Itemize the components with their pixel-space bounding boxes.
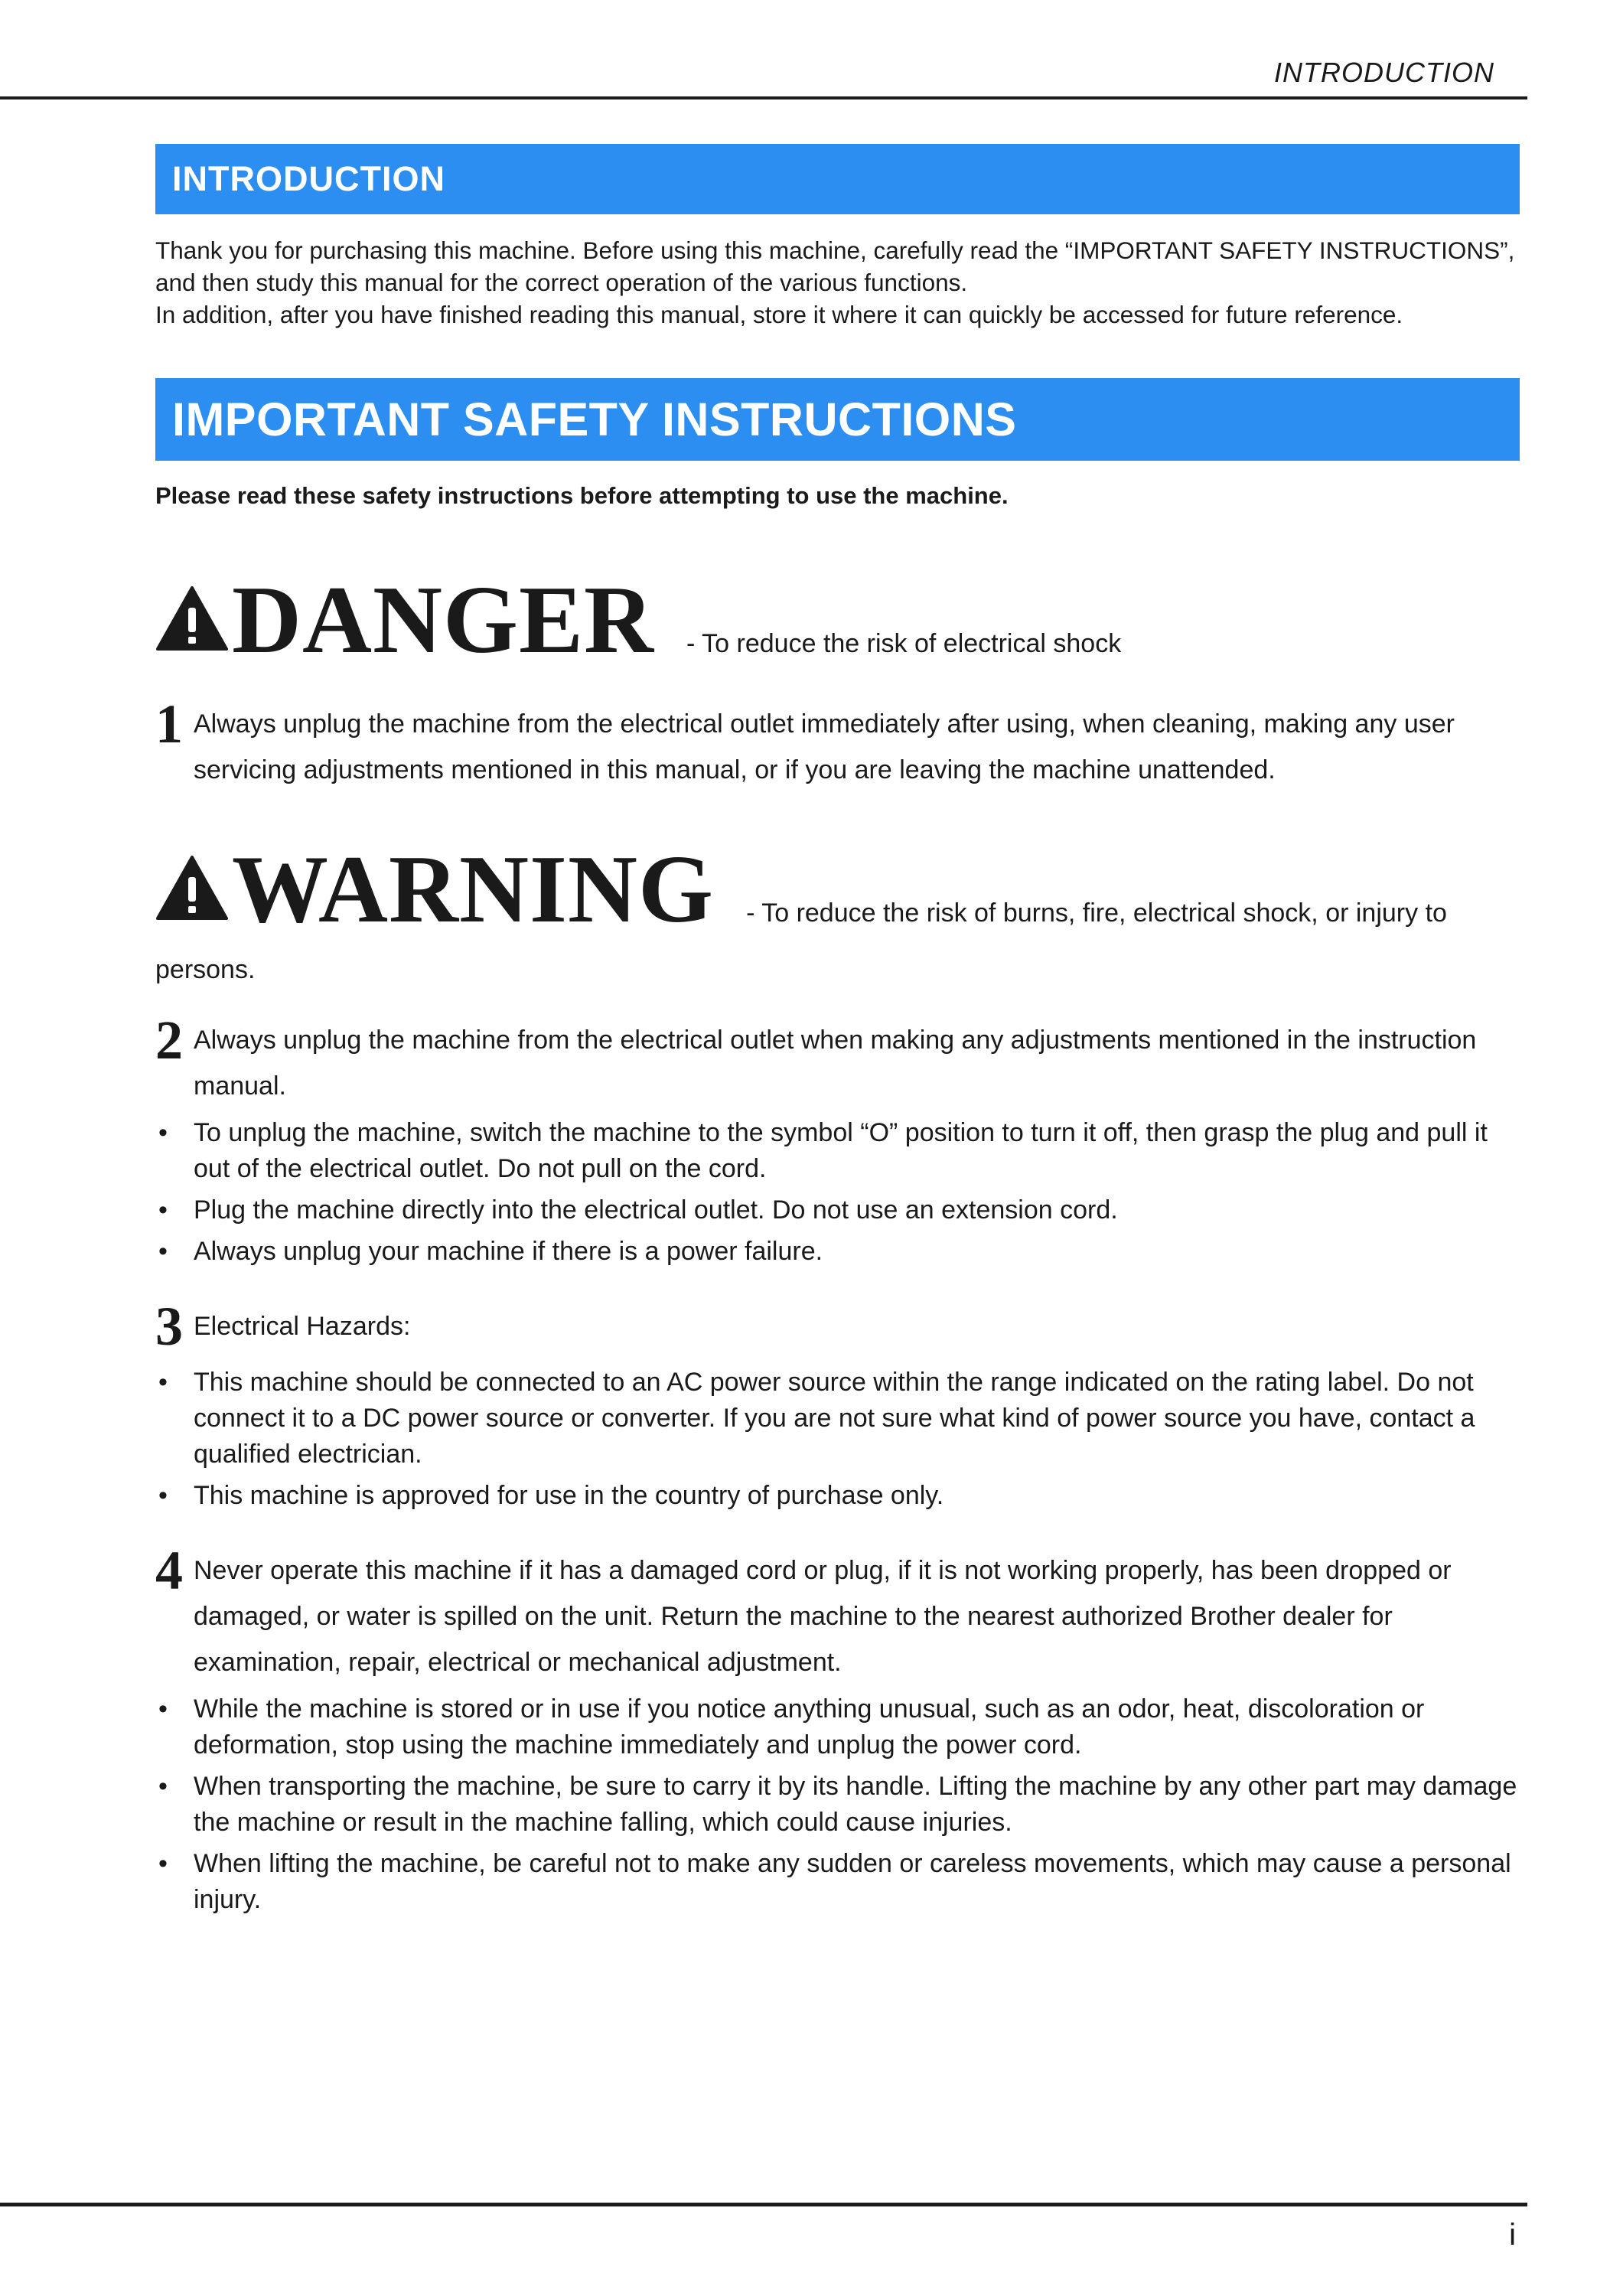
warning-note-continuation: persons.: [155, 955, 256, 984]
page-content: [155, 144, 1520, 1923]
item-number: 2: [155, 1009, 183, 1071]
bullet-text: When lifting the machine, be careful not to make any sudden or careless movements, which may cause a personal injury.: [194, 1849, 1511, 1914]
safety-lead: Please read these safety instructions before attempting to use the machine.: [155, 482, 1009, 509]
safety-item-1: [155, 693, 1520, 793]
list-item: [155, 1115, 1520, 1187]
item-4-bullets: [155, 1691, 1520, 1918]
warning-triangle-icon: [155, 854, 229, 921]
bullet-icon: •: [158, 1481, 168, 1510]
list-item: [155, 1846, 1520, 1918]
bullet-text: Plug the machine directly into the electrical outlet. Do not use an extension cord.: [194, 1195, 1118, 1225]
item-number: 4: [155, 1540, 183, 1601]
danger-word: DANGER: [232, 567, 655, 673]
list-item: [155, 1365, 1520, 1473]
bullet-text: While the machine is stored or in use if you notice anything unusual, such as an odor, heat, discoloration or deformation, stop using the machine immediately and unplug the power cord.: [194, 1694, 1425, 1760]
danger-note: - To reduce the risk of electrical shock: [686, 629, 1122, 658]
safety-item-2: [155, 1009, 1520, 1109]
item-text: Electrical Hazards:: [194, 1312, 411, 1341]
bullet-text: When transporting the machine, be sure to carry it by its handle. Lifting the machine by any other part may damage the machine or result in the machine falling, which could cause injuries.: [194, 1772, 1517, 1837]
danger-signal: [155, 567, 1520, 673]
bullet-icon: •: [158, 1368, 168, 1397]
list-item: [155, 1478, 1520, 1514]
running-head: INTRODUCTION: [1274, 57, 1494, 88]
warning-signal: [155, 837, 1520, 943]
header-rule: [0, 96, 1527, 99]
list-item: [155, 1769, 1520, 1841]
intro-paragraph-2: In addition, after you have finished reading this manual, store it where it can quickly be accessed for future reference.: [155, 301, 1403, 328]
list-item: [155, 1234, 1520, 1270]
intro-body: [155, 234, 1520, 331]
intro-paragraph-1: Thank you for purchasing this machine. Before using this machine, carefully read the “IMPORTANT SAFETY INSTRUCTIONS”, and then study this manual for the correct operation of the various functions.: [155, 236, 1515, 296]
page-number: i: [1509, 2218, 1516, 2252]
list-item: [155, 1691, 1520, 1763]
safety-item-3: [155, 1296, 1520, 1357]
list-item: [155, 1192, 1520, 1228]
item-text: Never operate this machine if it has a damaged cord or plug, if it is not working properly, has been dropped or damaged, or water is spilled on the unit. Return the machine to the nearest authorized Brother dealer for examination, repair, electrical or mechanical adjustment.: [194, 1556, 1452, 1677]
bullet-icon: •: [158, 1237, 168, 1266]
item-3-bullets: [155, 1365, 1520, 1514]
bullet-text: This machine should be connected to an AC power source within the range indicated on the rating label. Do not connect it to a DC power source or converter. If you are not sure what kind of power source you have, contact a qualified electrician.: [194, 1368, 1475, 1469]
intro-heading: INTRODUCTION: [155, 144, 1520, 214]
bullet-icon: •: [158, 1849, 168, 1878]
item-2-bullets: [155, 1115, 1520, 1270]
bullet-text: Always unplug your machine if there is a power failure.: [194, 1237, 823, 1266]
bullet-text: To unplug the machine, switch the machine to the symbol “O” position to turn it off, then grasp the plug and pull it out of the electrical outlet. Do not pull on the cord.: [194, 1118, 1488, 1183]
warning-word: WARNING: [232, 837, 715, 943]
safety-heading: IMPORTANT SAFETY INSTRUCTIONS: [155, 378, 1520, 461]
bullet-icon: •: [158, 1118, 168, 1147]
bullet-icon: •: [158, 1195, 168, 1225]
bullet-icon: •: [158, 1694, 168, 1724]
item-number: 1: [155, 693, 183, 755]
item-number: 3: [155, 1296, 183, 1357]
safety-item-4: [155, 1540, 1520, 1685]
warning-note: - To reduce the risk of burns, fire, electrical shock, or injury to: [746, 899, 1447, 928]
footer-rule: [0, 2203, 1527, 2206]
bullet-text: This machine is approved for use in the country of purchase only.: [194, 1481, 944, 1510]
item-text: Always unplug the machine from the electrical outlet when making any adjustments mentioned in the instruction manual.: [194, 1026, 1477, 1101]
warning-triangle-icon: [155, 585, 229, 652]
item-text: Always unplug the machine from the electrical outlet immediately after using, when cleaning, making any user servicing adjustments mentioned in this manual, or if you are leaving the machine unattended.: [194, 709, 1455, 784]
bullet-icon: •: [158, 1772, 168, 1801]
